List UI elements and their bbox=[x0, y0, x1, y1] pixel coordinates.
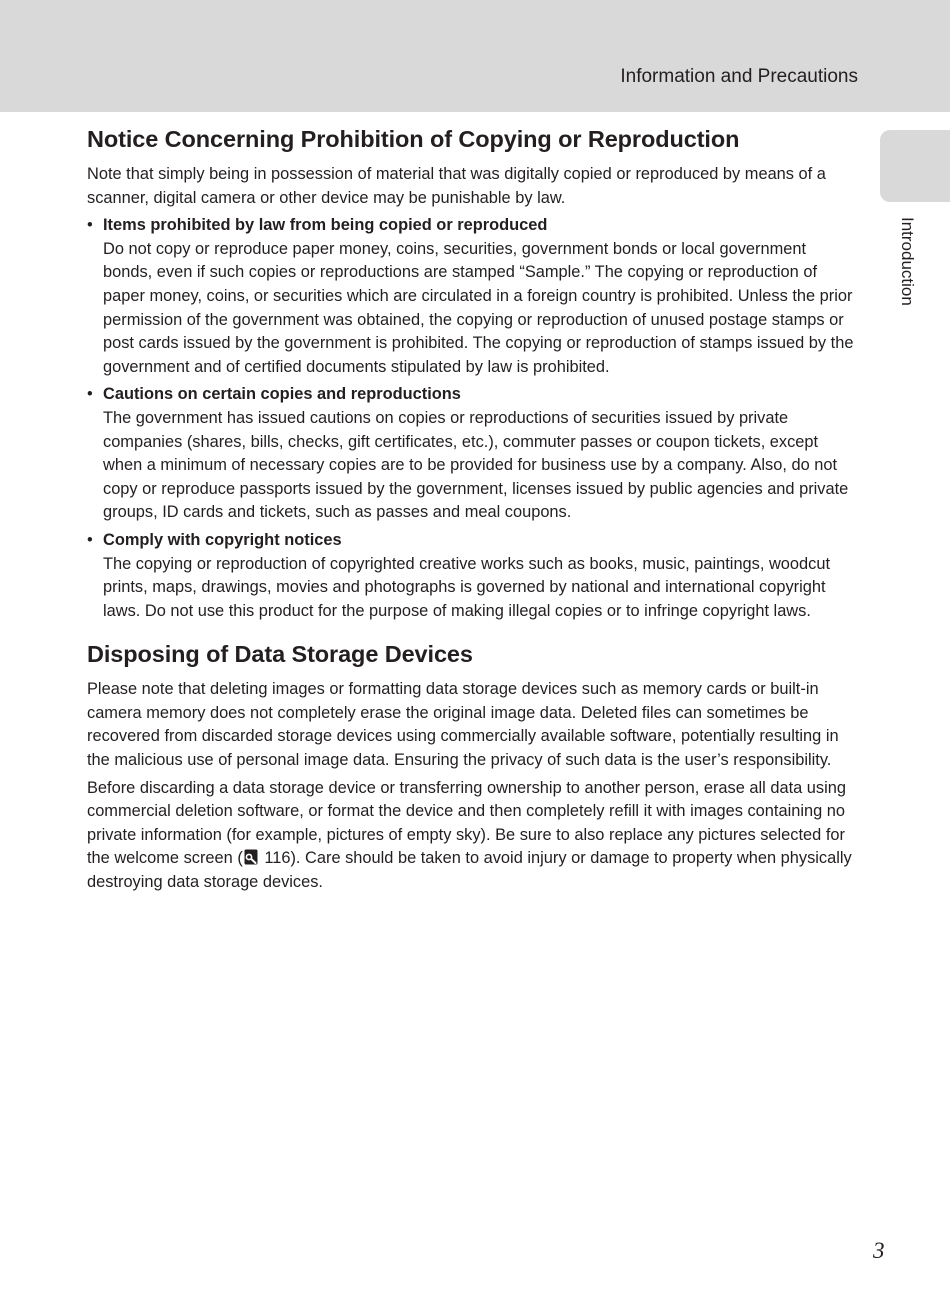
disposing-section bbox=[87, 639, 857, 894]
bullet-icon: • bbox=[87, 530, 93, 549]
disposing-paragraph-1: Please note that deleting images or formatting data storage devices such as memory cards or built-in camera memory does not completely erase the original image data. Deleted files can sometimes be recovered from discarded storage devices using commercially available software, potentially resulting in the malicious use of personal image data. Ensuring the privacy of such data is the user’s responsibility. bbox=[87, 680, 839, 770]
disposing-paragraph-2-end: 116). Care should be taken to avoid injury or damage to property when physically destroying data storage devices. bbox=[87, 849, 852, 892]
copying-intro-paragraph: Note that simply being in possession of material that was digitally copied or reproduced by means of a scanner, digital camera or other device may be punishable by law. bbox=[87, 165, 826, 207]
running-header-title: Information and Precautions bbox=[620, 66, 858, 87]
page-number: 3 bbox=[873, 1238, 885, 1263]
disposing-paragraph-2 bbox=[87, 777, 857, 895]
section-heading-disposing: Disposing of Data Storage Devices bbox=[87, 641, 473, 668]
section-heading-copying: Notice Concerning Prohibition of Copying or Reproduction bbox=[87, 126, 740, 152]
list-item bbox=[87, 383, 857, 525]
bullet-icon: • bbox=[87, 216, 93, 235]
bullet-title: Items prohibited by law from being copied or reproduced bbox=[103, 216, 548, 235]
header-band bbox=[0, 0, 950, 112]
page-reference-icon bbox=[244, 849, 258, 865]
bullet-body: The copying or reproduction of copyrighted creative works such as books, music, paintings, woodcut prints, maps, drawings, movies and photographs is governed by national and international copyright laws. Do not use this product for the purpose of making illegal copies or to infringe copyright laws. bbox=[103, 554, 831, 620]
bullet-body: The government has issued cautions on copies or reproductions of securities issued by private companies (shares, bills, checks, gift certificates, etc.), commuter passes or coupon tickets, except when a minimum of necessary copies are to be provided for business use by a company. Also, do not copy or reproduce passports issued by the government, licenses issued by public agencies and private groups, ID cards and tickets, such as passes and meal coupons. bbox=[103, 408, 849, 522]
bullet-body: Do not copy or reproduce paper money, coins, securities, government bonds or local government bonds, even if such copies or reproductions are stamped “Sample.” The copying or reproduction of paper money, coins, or securities which are circulated in a foreign country is prohibited. Unless the prior permission of the government was obtained, the copying or reproduction of unused postage stamps or post cards issued by the government is prohibited. The copying or reproduction of stamps issued by the government and of certified documents stipulated by law is prohibited. bbox=[103, 239, 854, 376]
list-item bbox=[87, 214, 857, 379]
bullet-title: Cautions on certain copies and reproductions bbox=[103, 385, 461, 404]
disposing-paragraph-2-start: Before discarding a data storage device or transferring ownership to another person, erase all data using commercial deletion software, or format the device and then completely refill it with images containing no private information (for example, pictures of empty sky). Be sure to also replace any pictures selected for the welcome screen ( bbox=[87, 778, 846, 868]
page-content bbox=[87, 124, 857, 899]
bullet-title: Comply with copyright notices bbox=[103, 530, 342, 549]
section-tab bbox=[880, 130, 950, 202]
bullet-icon: • bbox=[87, 385, 93, 404]
list-item bbox=[87, 529, 857, 623]
section-tab-label: Introduction bbox=[898, 217, 917, 306]
copying-bullet-list bbox=[87, 214, 857, 623]
